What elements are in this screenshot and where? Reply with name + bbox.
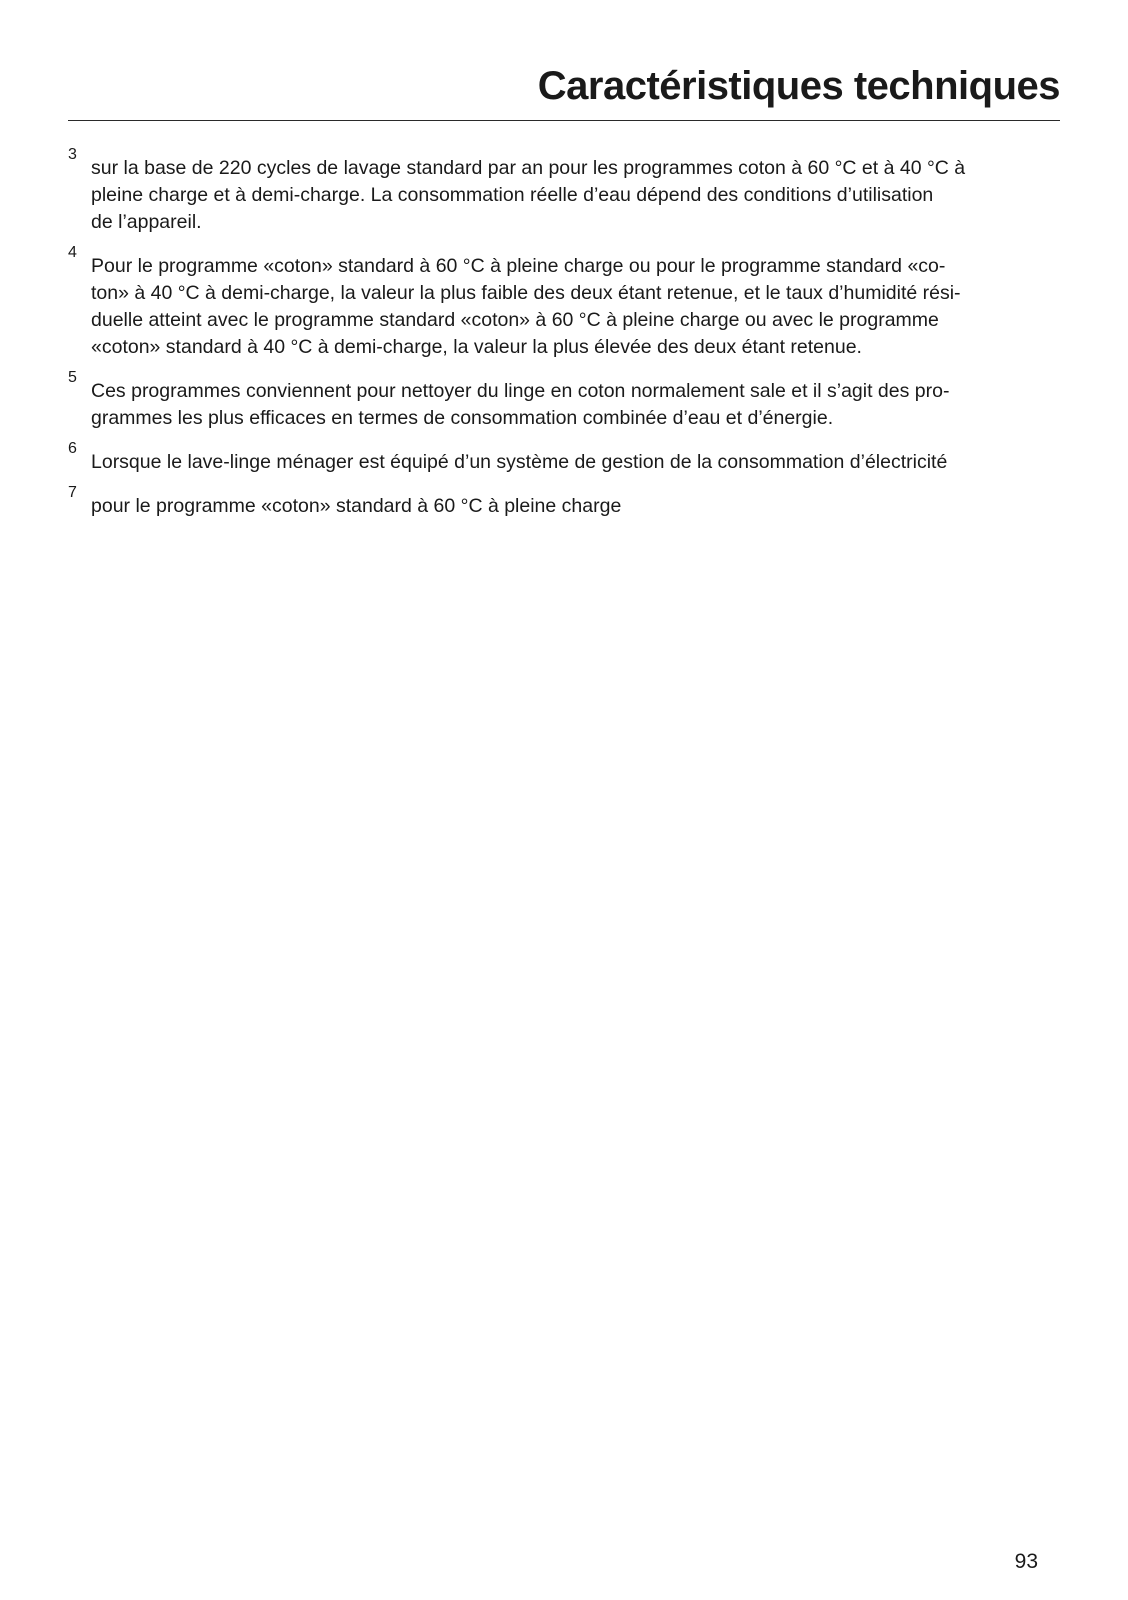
footnote-number: 5 xyxy=(68,369,77,386)
footnote-line: Pour le programme «coton» standard à 60 °C à pleine charge ou pour le programme standard «co- xyxy=(91,255,946,277)
footnote-line: Ces programmes conviennent pour nettoyer du linge en coton normalement sale et il s’agit des pro- xyxy=(91,380,950,402)
footnote-text xyxy=(91,150,1060,236)
footnote-number: 7 xyxy=(68,484,77,501)
footnotes-list xyxy=(68,146,1060,532)
footnote-line: duelle atteint avec le programme standard «coton» à 60 °C à pleine charge ou avec le programme xyxy=(91,309,939,331)
page-header xyxy=(68,60,1060,121)
footnote-3 xyxy=(68,146,1060,236)
footnote-4 xyxy=(68,244,1060,361)
footnote-text xyxy=(91,488,1060,520)
footnote-line: «coton» standard à 40 °C à demi-charge, la valeur la plus élevée des deux étant retenue. xyxy=(91,336,862,358)
page-title: Caractéristiques techniques xyxy=(537,64,1060,108)
footnote-line: ton» à 40 °C à demi-charge, la valeur la plus faible des deux étant retenue, et le taux d’humidité rési- xyxy=(91,282,961,304)
footnote-number: 6 xyxy=(68,440,77,457)
footnote-line: pleine charge et à demi-charge. La consommation réelle d’eau dépend des conditions d’utilisation xyxy=(91,184,934,206)
page-number: 93 xyxy=(1014,1550,1038,1573)
footnote-line: grammes les plus efficaces en termes de consommation combinée d’eau et d’énergie. xyxy=(91,407,834,429)
footnote-line: sur la base de 220 cycles de lavage standard par an pour les programmes coton à 60 °C et à 40 °C à xyxy=(91,157,966,179)
footnote-7 xyxy=(68,484,1060,520)
footnote-text xyxy=(91,444,1060,476)
footnote-number: 3 xyxy=(68,146,77,163)
footnote-text xyxy=(91,373,1060,432)
footnote-line: pour le programme «coton» standard à 60 °C à pleine charge xyxy=(91,495,622,517)
footnote-number: 4 xyxy=(68,244,77,261)
footnote-line: de l’appareil. xyxy=(91,211,202,233)
footnote-5 xyxy=(68,369,1060,432)
footnote-text xyxy=(91,248,1060,361)
footnote-line: Lorsque le lave-linge ménager est équipé d’un système de gestion de la consommation d’électricité xyxy=(91,451,948,473)
footnote-6 xyxy=(68,440,1060,476)
